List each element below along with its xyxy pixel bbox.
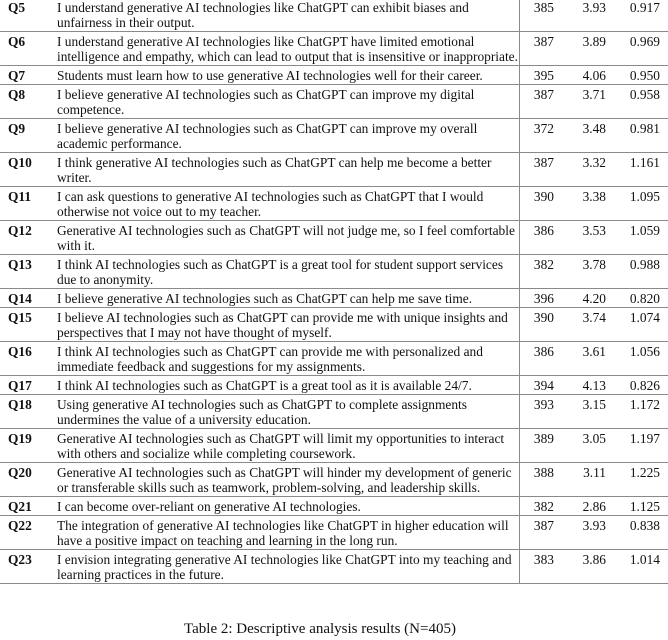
response-count: 386 xyxy=(520,342,563,376)
standard-deviation: 1.161 xyxy=(614,153,668,187)
question-id: Q9 xyxy=(0,119,54,153)
mean-score: 3.32 xyxy=(562,153,614,187)
mean-score: 3.48 xyxy=(562,119,614,153)
mean-score: 2.86 xyxy=(562,497,614,516)
table-row xyxy=(0,550,668,584)
mean-score: 4.20 xyxy=(562,289,614,308)
question-statement: Generative AI technologies such as ChatGPT will not judge me, so I feel comfortable with it. xyxy=(54,221,520,255)
table-row xyxy=(0,395,668,429)
mean-score: 4.06 xyxy=(562,66,614,85)
response-count: 393 xyxy=(520,395,563,429)
question-statement: Using generative AI technologies such as ChatGPT to complete assignments undermines the value of a university education. xyxy=(54,395,520,429)
response-count: 385 xyxy=(520,0,563,32)
table-row xyxy=(0,32,668,66)
mean-score: 3.86 xyxy=(562,550,614,584)
question-statement: Students must learn how to use generative AI technologies well for their career. xyxy=(54,66,520,85)
question-statement: I believe generative AI technologies such as ChatGPT can improve my overall academic performance. xyxy=(54,119,520,153)
response-count: 394 xyxy=(520,376,563,395)
table-row xyxy=(0,308,668,342)
response-count: 395 xyxy=(520,66,563,85)
question-id: Q10 xyxy=(0,153,54,187)
standard-deviation: 0.988 xyxy=(614,255,668,289)
table-row xyxy=(0,497,668,516)
table-row xyxy=(0,429,668,463)
question-id: Q5 xyxy=(0,0,54,32)
standard-deviation: 1.197 xyxy=(614,429,668,463)
mean-score: 3.93 xyxy=(562,516,614,550)
table-caption: Table 2: Descriptive analysis results (N=405) xyxy=(184,621,456,637)
response-count: 382 xyxy=(520,497,563,516)
question-statement: I think generative AI technologies such as ChatGPT can help me become a better writer. xyxy=(54,153,520,187)
standard-deviation: 0.969 xyxy=(614,32,668,66)
standard-deviation: 1.172 xyxy=(614,395,668,429)
question-id: Q21 xyxy=(0,497,54,516)
standard-deviation: 1.059 xyxy=(614,221,668,255)
standard-deviation: 0.917 xyxy=(614,0,668,32)
standard-deviation: 0.838 xyxy=(614,516,668,550)
question-statement: I can become over-reliant on generative AI technologies. xyxy=(54,497,520,516)
mean-score: 3.93 xyxy=(562,0,614,32)
question-statement: I think AI technologies such as ChatGPT is a great tool for student support services due to anonymity. xyxy=(54,255,520,289)
response-count: 389 xyxy=(520,429,563,463)
question-id: Q19 xyxy=(0,429,54,463)
mean-score: 3.89 xyxy=(562,32,614,66)
question-statement: Generative AI technologies such as ChatGPT will hinder my development of generic or transferable skills such as teamwork, problem-solving, and leadership skills. xyxy=(54,463,520,497)
question-statement: I believe generative AI technologies such as ChatGPT can help me save time. xyxy=(54,289,520,308)
question-id: Q11 xyxy=(0,187,54,221)
response-count: 383 xyxy=(520,550,563,584)
response-count: 396 xyxy=(520,289,563,308)
table-row xyxy=(0,187,668,221)
question-id: Q6 xyxy=(0,32,54,66)
question-id: Q12 xyxy=(0,221,54,255)
table-row xyxy=(0,376,668,395)
table-row xyxy=(0,221,668,255)
question-statement: I understand generative AI technologies like ChatGPT can exhibit biases and unfairness in their output. xyxy=(54,0,520,32)
standard-deviation: 1.014 xyxy=(614,550,668,584)
mean-score: 3.71 xyxy=(562,85,614,119)
standard-deviation: 0.820 xyxy=(614,289,668,308)
table-row xyxy=(0,119,668,153)
response-count: 387 xyxy=(520,85,563,119)
standard-deviation: 1.056 xyxy=(614,342,668,376)
question-statement: Generative AI technologies such as ChatGPT will limit my opportunities to interact with others and socialize while completing coursework. xyxy=(54,429,520,463)
table-row xyxy=(0,342,668,376)
standard-deviation: 1.095 xyxy=(614,187,668,221)
standard-deviation: 0.958 xyxy=(614,85,668,119)
question-statement: I think AI technologies such as ChatGPT can provide me with personalized and immediate feedback and suggestions for my assignments. xyxy=(54,342,520,376)
response-count: 372 xyxy=(520,119,563,153)
response-count: 387 xyxy=(520,516,563,550)
table-row xyxy=(0,516,668,550)
table-row xyxy=(0,289,668,308)
response-count: 390 xyxy=(520,308,563,342)
standard-deviation: 1.125 xyxy=(614,497,668,516)
mean-score: 3.74 xyxy=(562,308,614,342)
mean-score: 3.38 xyxy=(562,187,614,221)
standard-deviation: 0.981 xyxy=(614,119,668,153)
mean-score: 3.05 xyxy=(562,429,614,463)
question-statement: I believe generative AI technologies such as ChatGPT can improve my digital competence. xyxy=(54,85,520,119)
table-row xyxy=(0,66,668,85)
mean-score: 3.78 xyxy=(562,255,614,289)
question-statement: I understand generative AI technologies like ChatGPT have limited emotional intelligence and empathy, which can lead to output that is insensitive or inappropriate. xyxy=(54,32,520,66)
standard-deviation: 1.074 xyxy=(614,308,668,342)
question-id: Q15 xyxy=(0,308,54,342)
question-id: Q16 xyxy=(0,342,54,376)
question-id: Q8 xyxy=(0,85,54,119)
question-statement: I think AI technologies such as ChatGPT is a great tool as it is available 24/7. xyxy=(54,376,520,395)
question-id: Q7 xyxy=(0,66,54,85)
table-row xyxy=(0,85,668,119)
mean-score: 4.13 xyxy=(562,376,614,395)
table-row xyxy=(0,255,668,289)
standard-deviation: 0.826 xyxy=(614,376,668,395)
question-id: Q22 xyxy=(0,516,54,550)
mean-score: 3.11 xyxy=(562,463,614,497)
response-count: 388 xyxy=(520,463,563,497)
response-count: 386 xyxy=(520,221,563,255)
question-id: Q20 xyxy=(0,463,54,497)
question-id: Q13 xyxy=(0,255,54,289)
response-count: 382 xyxy=(520,255,563,289)
question-id: Q18 xyxy=(0,395,54,429)
question-statement: I can ask questions to generative AI technologies such as ChatGPT that I would otherwise not voice out to my teacher. xyxy=(54,187,520,221)
question-id: Q14 xyxy=(0,289,54,308)
mean-score: 3.53 xyxy=(562,221,614,255)
question-id: Q23 xyxy=(0,550,54,584)
response-count: 387 xyxy=(520,153,563,187)
table-row xyxy=(0,463,668,497)
mean-score: 3.61 xyxy=(562,342,614,376)
standard-deviation: 0.950 xyxy=(614,66,668,85)
question-id: Q17 xyxy=(0,376,54,395)
mean-score: 3.15 xyxy=(562,395,614,429)
question-statement: The integration of generative AI technologies like ChatGPT in higher education will have a positive impact on teaching and learning in the long run. xyxy=(54,516,520,550)
question-statement: I believe AI technologies such as ChatGPT can provide me with unique insights and perspectives that I may not have thought of myself. xyxy=(54,308,520,342)
table-row xyxy=(0,0,668,32)
standard-deviation: 1.225 xyxy=(614,463,668,497)
response-count: 390 xyxy=(520,187,563,221)
question-statement: I envision integrating generative AI technologies like ChatGPT into my teaching and learning practices in the future. xyxy=(54,550,520,584)
table-row xyxy=(0,153,668,187)
response-count: 387 xyxy=(520,32,563,66)
